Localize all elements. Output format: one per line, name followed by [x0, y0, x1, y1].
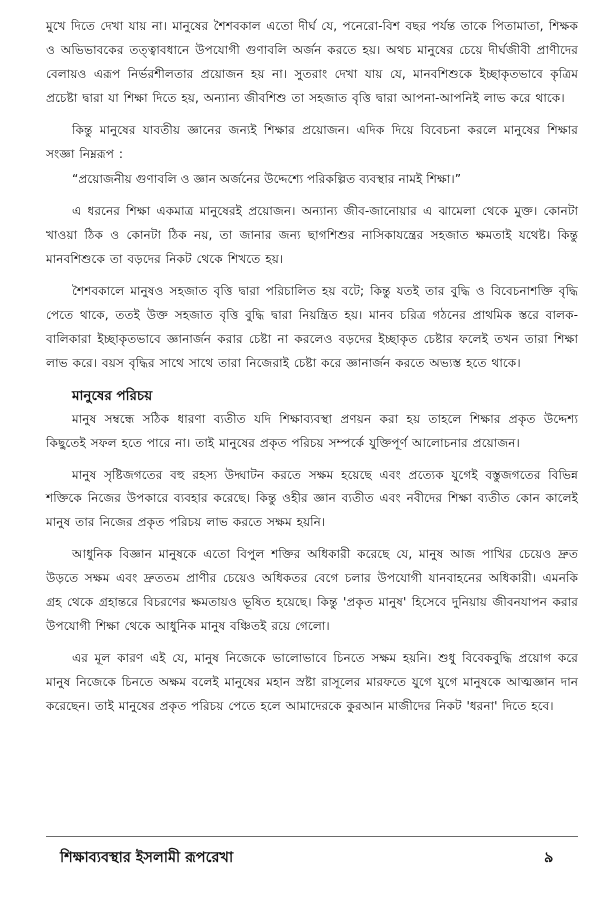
- running-footer-title: শিক্ষাব্যবস্থার ইসলামী রূপরেখা: [60, 850, 234, 866]
- section-heading: মানুষের পরিচয়: [72, 387, 153, 404]
- paragraph-4: শৈশবকালে মানুষও সহজাত বৃত্তি দ্বারা পরিচালিত হয় বটে; কিন্তু যতই তার বুদ্ধি ও বিবেচনাশক্তি বৃদ্ধি পেতে থাকে, ততই উক্ত সহজাত বৃত্তি বুদ্ধি দ্বারা নিয়ন্ত্রিত হয়। মানব চরিত্র গঠনের প্রাথমিক স্তরে বালক-বালিকারা ইচ্ছাকৃতভাবে জ্ঞানার্জন করার চেষ্টা না করলেও বড়দের ইচ্ছাকৃত চেষ্টার ফলেই তখন তারা শিক্ষা লাভ করে। বয়স বৃদ্ধির সাথে সাথে তারা নিজেরাই চেষ্টা করে জ্ঞানার্জন করতে অভ্যস্ত হতে থাকে।: [46, 284, 578, 370]
- page-number: ৯: [544, 850, 554, 866]
- paragraph-1: মুখে দিতে দেখা যায় না। মানুষের শৈশবকাল এতো দীর্ঘ যে, পনেরো-বিশ বছর পর্যন্ত তাকে পিতামাতা, শিক্ষক ও অভিভাবকের তত্ত্বাবধানে উপযোগী গুণাবলি অর্জন করতে হয়। অথচ মানুষের চেয়ে দীর্ঘজীবী প্রাণীদের বেলায়ও এরূপ নির্ভরশীলতার প্রয়োজন হয় না। সুতরাং দেখা যায় যে, মানবশিশুকে ইচ্ছাকৃতভাবে কৃত্রিম প্রচেষ্টা দ্বারা যা শিক্ষা দিতে হয়, অন্যান্য জীবশিশু তা সহজাত বৃত্তি দ্বারা আপনা-আপনিই লাভ করে থাকে।: [46, 19, 578, 105]
- paragraph-8: এর মূল কারণ এই যে, মানুষ নিজেকে ভালোভাবে চিনতে সক্ষম হয়নি। শুধু বিবেকবুদ্ধি প্রয়োগ করে মানুষ নিজেকে চিনতে অক্ষম বলেই মানুষের মহান স্রষ্টা রাসূলের মারফতে যুগে যুগে মানুষকে আত্মজ্ঞান দান করেছেন। তাই মানুষের প্রকৃত পরিচয় পেতে হলে আমাদেরকে কুরআন মাজীদের নিকট 'ধরনা' দিতে হবে।: [46, 650, 578, 713]
- paragraph-5: মানুষ সম্বন্ধে সঠিক ধারণা ব্যতীত যদি শিক্ষাব্যবস্থা প্রণয়ন করা হয় তাহলে শিক্ষার প্রকৃত উদ্দেশ্য কিছুতেই সফল হতে পারে না। তাই মানুষের প্রকৃত পরিচয় সম্পর্কে যুক্তিপূর্ণ আলোচনার প্রয়োজন।: [46, 411, 578, 450]
- paragraph-7: আধুনিক বিজ্ঞান মানুষকে এতো বিপুল শক্তির অধিকারী করেছে যে, মানুষ আজ পাখির চেয়েও দ্রুত উড়তে সক্ষম এবং দ্রুততম প্রাণীর চেয়েও অধিকতর বেগে চলার উপযোগী যানবাহনের অধিকারী। এমনকি গ্রহ থেকে গ্রহান্তরে বিচরণের ক্ষমতায়ও ভূষিত হয়েছে। কিন্তু 'প্রকৃত মানুষ' হিসেবে দুনিয়ায় জীবনযাপন করার উপযোগী শিক্ষা থেকে আধুনিক মানুষ বঞ্চিতই রয়ে গেলো।: [46, 547, 578, 633]
- paragraph-2: কিন্তু মানুষের যাবতীয় জ্ঞানের জন্যই শিক্ষার প্রয়োজন। এদিক দিয়ে বিবেচনা করলে মানুষের শিক্ষার সংজ্ঞা নিম্নরূপ :: [46, 122, 578, 161]
- paragraph-3: এ ধরনের শিক্ষা একমাত্র মানুষেরই প্রয়োজন। অন্যান্য জীব-জানোয়ার এ ঝামেলা থেকে মুক্ত। কোনটা খাওয়া ঠিক ও কোনটা ঠিক নয়, তা জানার জন্য ছাগশিশুর নাসিকাযন্ত্রের সহজাত ক্ষমতাই যথেষ্ট। কিন্তু মানবশিশুকে তা বড়দের নিকট থেকে শিখতে হয়।: [46, 204, 578, 267]
- page-body: [46, 15, 578, 727]
- paragraph-6: মানুষ সৃষ্টিজগতের বহু রহস্য উদ্ঘাটন করতে সক্ষম হয়েছে এবং প্রত্যেক যুগেই বস্তুজগতের বিভিন্ন শক্তিকে নিজের উপকারে ব্যবহার করেছে। কিন্তু ওহীর জ্ঞান ব্যতীত এবং নবীদের শিক্ষা ব্যতীত কোন কালেই মানুষ তার নিজের প্রকৃত পরিচয় লাভ করতে সক্ষম হয়নি।: [46, 467, 578, 530]
- definition-quote: “প্রয়োজনীয় গুণাবলি ও জ্ঞান অর্জনের উদ্দেশ্যে পরিকল্পিত ব্যবস্থার নামই শিক্ষা।”: [72, 172, 462, 187]
- footer-divider: [46, 836, 578, 837]
